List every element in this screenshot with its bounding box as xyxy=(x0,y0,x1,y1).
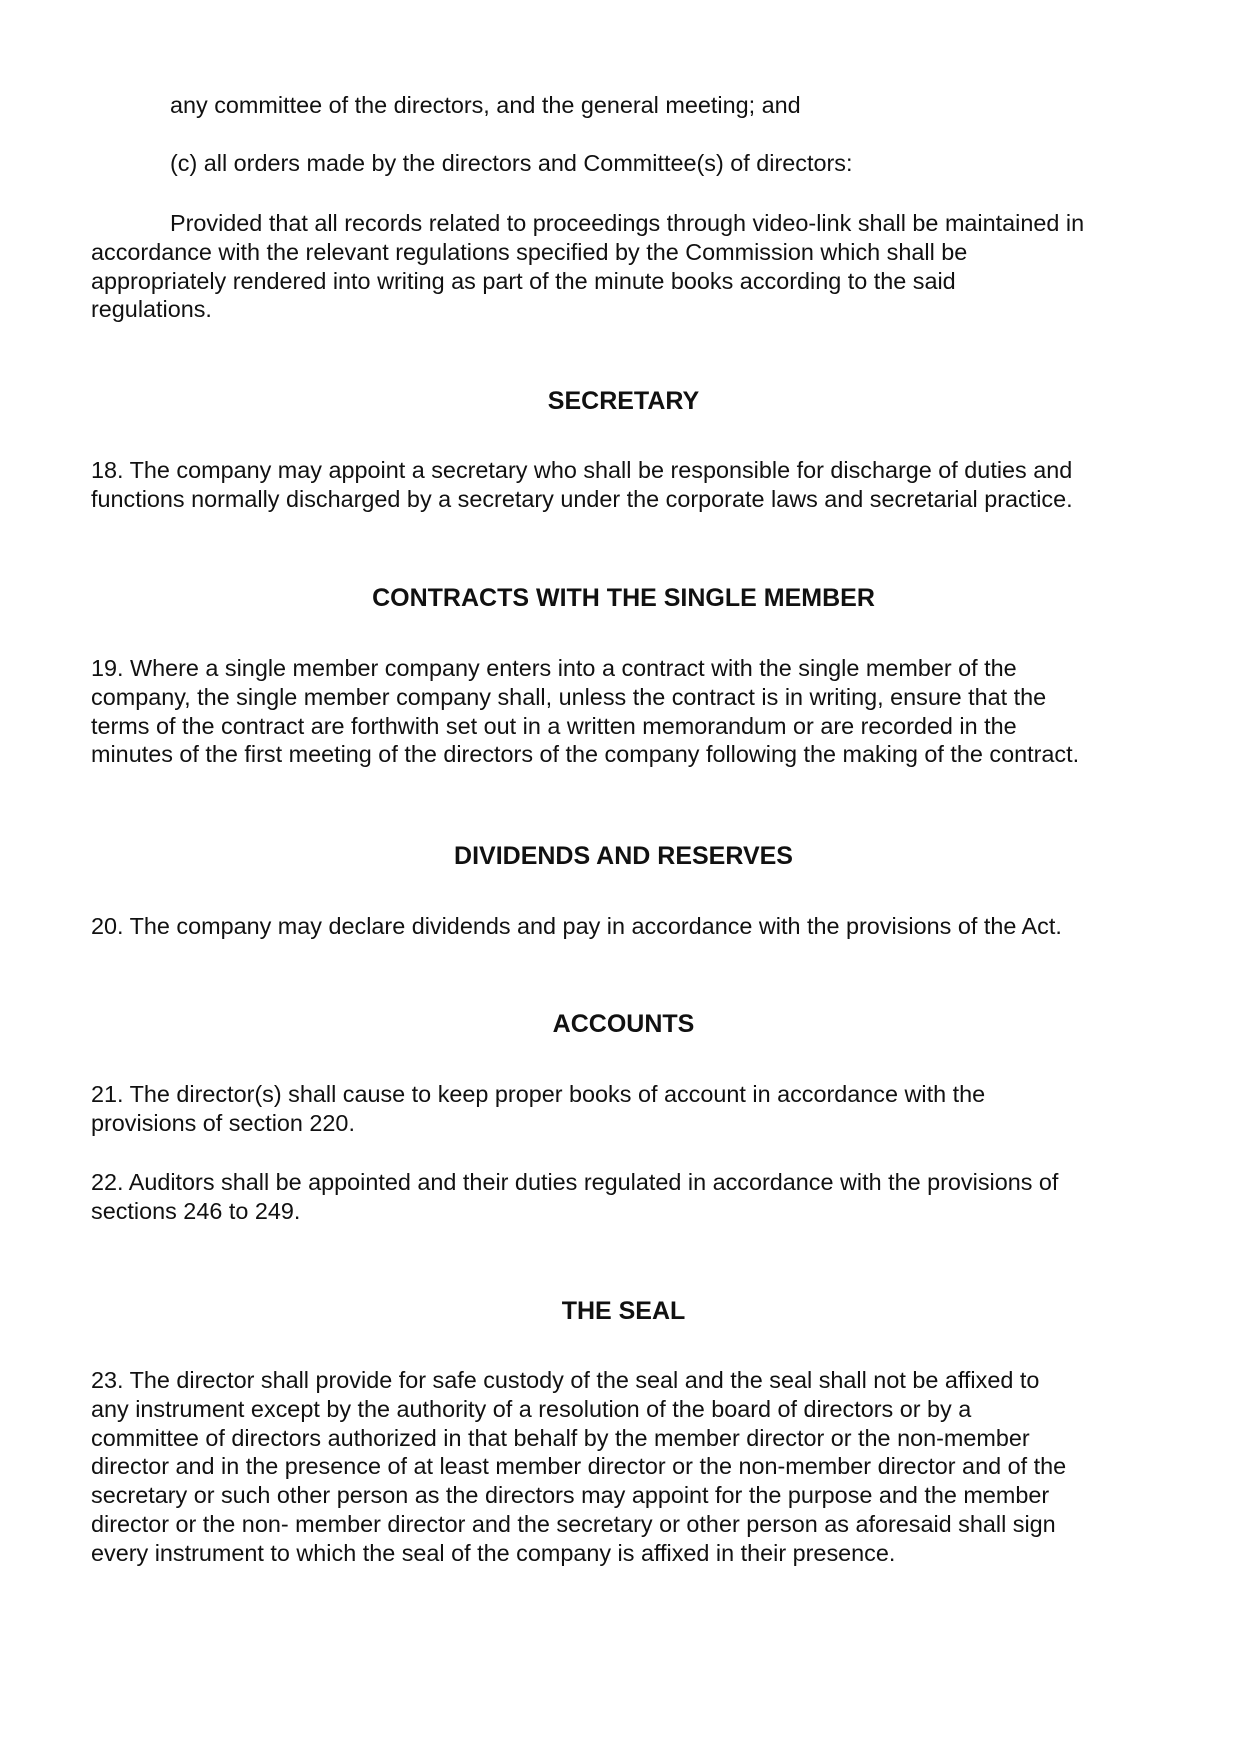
clause-20 xyxy=(91,912,1161,941)
clause-c xyxy=(170,149,1161,178)
text-line: minutes of the first meeting of the directors of the company following the making of the contract. xyxy=(91,741,1080,768)
section-heading-seal: THE SEAL xyxy=(561,1297,686,1325)
text-line: any instrument except by the authority of a resolution of the board of directors or by a xyxy=(91,1395,972,1422)
text-line: committee of directors authorized in that behalf by the member director or the non-member xyxy=(91,1424,1030,1451)
text-line: sections 246 to 249. xyxy=(91,1197,301,1224)
section-heading-dividends: DIVIDENDS AND RESERVES xyxy=(454,842,793,870)
proviso-paragraph xyxy=(91,209,1161,324)
text-line: 22. Auditors shall be appointed and their duties regulated in accordance with the provisions of xyxy=(91,1169,1059,1195)
text-line: every instrument to which the seal of the company is affixed in their presence. xyxy=(91,1539,896,1566)
text-line: 18. The company may appoint a secretary who shall be responsible for discharge of duties and xyxy=(91,457,1073,483)
clause-22 xyxy=(91,1168,1161,1226)
text-line: accordance with the relevant regulations specified by the Commission which shall be xyxy=(91,238,968,265)
text-line: director or the non- member director and the secretary or other person as aforesaid shall sign xyxy=(91,1510,1056,1537)
clause-23 xyxy=(91,1366,1161,1568)
text-line: company, the single member company shall, unless the contract is in writing, ensure that the xyxy=(91,683,1047,710)
text-line: functions normally discharged by a secretary under the corporate laws and secretarial practice. xyxy=(91,485,1073,512)
section-heading-accounts: ACCOUNTS xyxy=(552,1010,695,1038)
clause-18 xyxy=(91,456,1161,514)
text-line: 20. The company may declare dividends and pay in accordance with the provisions of the Act. xyxy=(91,913,1062,939)
clause-21 xyxy=(91,1080,1161,1138)
text-line: appropriately rendered into writing as part of the minute books according to the said xyxy=(91,267,956,294)
text-line: (c) all orders made by the directors and Committee(s) of directors: xyxy=(170,150,853,176)
text-line: any committee of the directors, and the general meeting; and xyxy=(170,92,801,118)
section-heading-contracts: CONTRACTS WITH THE SINGLE MEMBER xyxy=(372,584,875,612)
text-line: Provided that all records related to proceedings through video-link shall be maintained in xyxy=(170,210,1085,236)
text-line: director and in the presence of at least member director or the non-member director and of the xyxy=(91,1453,1067,1480)
clause-b-continuation xyxy=(170,91,1161,120)
text-line: secretary or such other person as the directors may appoint for the purpose and the member xyxy=(91,1482,1050,1509)
clause-19 xyxy=(91,654,1161,769)
text-line: provisions of section 220. xyxy=(91,1109,355,1136)
text-line: terms of the contract are forthwith set out in a written memorandum or are recorded in the xyxy=(91,712,1017,739)
text-line: regulations. xyxy=(91,296,212,323)
text-line: 21. The director(s) shall cause to keep proper books of account in accordance with the xyxy=(91,1081,986,1107)
section-heading-secretary: SECRETARY xyxy=(547,387,700,415)
text-line: 23. The director shall provide for safe custody of the seal and the seal shall not be affixed to xyxy=(91,1367,1040,1393)
text-line: 19. Where a single member company enters into a contract with the single member of the xyxy=(91,655,1017,681)
